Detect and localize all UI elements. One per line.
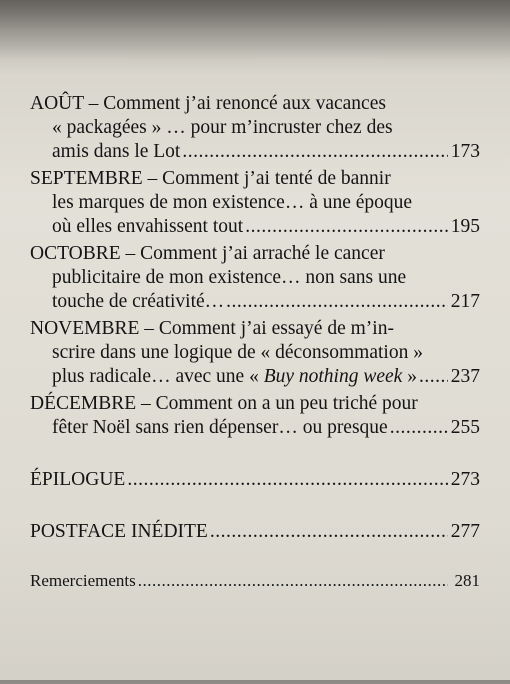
page-number: 237	[450, 366, 480, 387]
dot-leader	[419, 365, 448, 389]
toc-line	[30, 569, 480, 593]
toc-line	[30, 215, 480, 239]
toc-line: publicitaire de mon existence… non sans une	[52, 267, 407, 288]
toc-line: OCTOBRE – Comment j’ai arraché le cancer	[30, 243, 385, 264]
dot-leader	[390, 416, 448, 440]
page-number: 277	[450, 521, 480, 542]
toc-entry-postface[interactable]	[30, 520, 480, 544]
toc-text: POSTFACE INÉDITE	[30, 521, 208, 542]
toc-line: DÉCEMBRE – Comment on a un peu triché pour	[30, 393, 418, 414]
toc-text: amis dans le Lot	[52, 141, 181, 162]
page-number: 255	[450, 417, 480, 438]
dot-leader	[138, 569, 448, 593]
toc-text-part: plus radicale… avec une «	[52, 366, 264, 387]
toc-text: ÉPILOGUE	[30, 469, 126, 490]
table-of-contents	[30, 92, 480, 593]
toc-line	[30, 365, 480, 389]
toc-line	[30, 468, 480, 492]
toc-line	[30, 140, 480, 164]
toc-entry-decembre[interactable]	[30, 392, 480, 440]
toc-text: où elles envahissent tout	[52, 216, 244, 237]
dot-leader	[127, 468, 448, 492]
toc-entry-novembre[interactable]	[30, 317, 480, 389]
toc-line: les marques de mon existence… à une époque	[52, 192, 413, 213]
toc-text: fêter Noël sans rien dépenser… ou presque	[52, 417, 388, 438]
toc-entry-octobre[interactable]	[30, 242, 480, 314]
toc-line	[30, 290, 480, 314]
toc-line	[30, 416, 480, 440]
dot-leader	[245, 215, 448, 239]
toc-line: scrire dans une logique de « déconsommation »	[52, 342, 423, 363]
dot-leader	[226, 290, 448, 314]
toc-line: AOÛT – Comment j’ai renoncé aux vacances	[30, 93, 386, 114]
toc-entry-remerciements[interactable]	[30, 569, 480, 593]
toc-entry-aout[interactable]	[30, 92, 480, 164]
page-number: 195	[450, 216, 480, 237]
toc-entry-epilogue[interactable]	[30, 468, 480, 492]
toc-line	[30, 520, 480, 544]
page-number: 217	[450, 291, 480, 312]
toc-line: SEPTEMBRE – Comment j’ai tenté de bannir	[30, 168, 391, 189]
toc-text: touche de créativité…	[52, 291, 225, 312]
dot-leader	[182, 140, 448, 164]
toc-text-italic: Buy nothing week	[263, 366, 403, 387]
page-number: 281	[454, 571, 480, 590]
toc-line: NOVEMBRE – Comment j’ai essayé de m’in-	[30, 318, 394, 339]
toc-text: Remerciements	[30, 571, 136, 590]
page-top-shadow	[0, 0, 510, 60]
toc-line: « packagées » … pour m’incruster chez des	[52, 117, 393, 138]
dot-leader	[210, 520, 448, 544]
toc-text	[52, 365, 417, 389]
toc-text-part: »	[402, 366, 417, 387]
page-number: 173	[450, 141, 480, 162]
page-number: 273	[450, 469, 480, 490]
toc-entry-septembre[interactable]	[30, 167, 480, 239]
